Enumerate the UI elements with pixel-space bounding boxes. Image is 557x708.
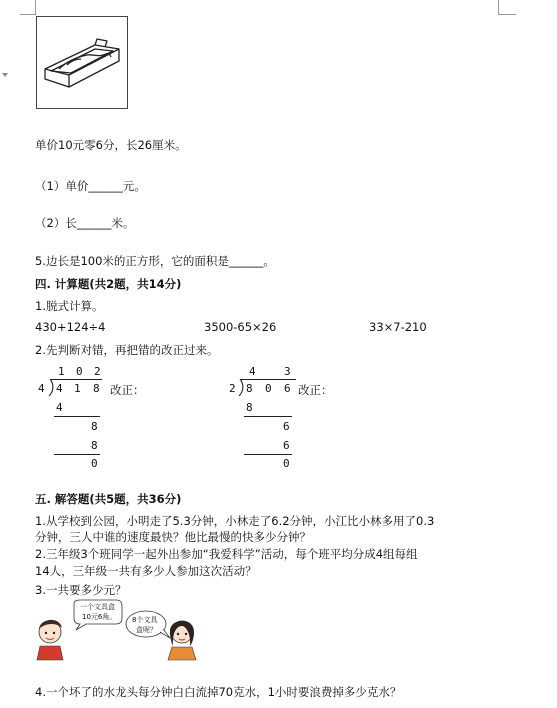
dividend-digit: 0 bbox=[265, 382, 272, 395]
expression-1: 430+124÷4 bbox=[35, 320, 106, 334]
subtraction-line bbox=[244, 454, 292, 455]
boy-speech-line: 10元6角。 bbox=[82, 613, 117, 621]
subtraction-line bbox=[54, 416, 100, 417]
expression-3: 33×7-210 bbox=[369, 320, 427, 334]
girl-speech-line: 8个文具 bbox=[132, 616, 158, 624]
division-remainder: 0 bbox=[283, 457, 290, 470]
dividend-digit: 1 bbox=[74, 382, 81, 395]
boy-speech-line: 一个文具盒 bbox=[80, 603, 115, 611]
quotient-digit: 0 bbox=[76, 365, 83, 378]
problem-2-line-1: 2.三年级3个班同学一起外出参加“我爱科学”活动，每个班平均分成4组每组 bbox=[35, 547, 418, 561]
pencil-box-icon bbox=[37, 17, 126, 107]
section-5-title: 五. 解答题(共5题，共36分) bbox=[35, 492, 182, 506]
divisor: 4 bbox=[38, 382, 45, 395]
item-2: 2.先判断对错，再把错的改正过来。 bbox=[35, 343, 219, 357]
item-1: 1.脱式计算。 bbox=[35, 299, 104, 313]
problem-3-illustration bbox=[36, 598, 206, 664]
divisor: 2 bbox=[229, 382, 236, 395]
quotient-digit: 4 bbox=[249, 365, 256, 378]
pencil-box-image bbox=[36, 16, 128, 109]
division-step: 6 bbox=[283, 420, 290, 433]
question-price: （1）单价______元。 bbox=[35, 179, 146, 193]
subtraction-line bbox=[54, 454, 100, 455]
section-4-title: 四. 计算题(共2题，共14分) bbox=[35, 277, 182, 291]
quotient-digit: 3 bbox=[284, 365, 291, 378]
division-step: 6 bbox=[283, 439, 290, 452]
crop-mark-left-h bbox=[20, 14, 36, 15]
crop-mark-right-h bbox=[498, 14, 516, 15]
margin-marker-icon bbox=[2, 73, 8, 77]
crop-mark-right-v bbox=[498, 0, 499, 14]
division-step: 8 bbox=[246, 401, 253, 414]
dividend-digit: 8 bbox=[93, 382, 100, 395]
question-length: （2）长______米。 bbox=[35, 216, 135, 230]
division-step: 4 bbox=[56, 401, 63, 414]
problem-4: 4.一个坏了的水龙头每分钟白白流掉70克水，1小时要浪费掉多少克水？ bbox=[35, 685, 402, 699]
children-illustration-icon bbox=[36, 598, 206, 664]
question-5: 5.边长是100米的正方形，它的面积是______。 bbox=[35, 254, 275, 268]
subtraction-line bbox=[244, 416, 292, 417]
dividend-digit: 6 bbox=[284, 382, 291, 395]
correction-label: 改正： bbox=[110, 383, 145, 397]
division-step: 8 bbox=[91, 420, 98, 433]
crop-mark-left-v bbox=[35, 0, 36, 14]
division-bar bbox=[240, 379, 296, 380]
problem-2-line-2: 14人，三年级一共有多少人参加这次活动？ bbox=[35, 564, 257, 578]
division-step: 8 bbox=[91, 439, 98, 452]
division-remainder: 0 bbox=[91, 457, 98, 470]
problem-1-line-1: 1.从学校到公园，小明走了5.3分钟，小林走了6.2分钟，小江比小林多用了0.3 bbox=[35, 514, 435, 528]
problem-3: 3.一共要多少元？ bbox=[35, 583, 127, 597]
correction-label: 改正： bbox=[298, 383, 333, 397]
dividend-digit: 4 bbox=[56, 382, 63, 395]
division-bracket-icon bbox=[46, 379, 54, 396]
dividend-digit: 8 bbox=[246, 382, 253, 395]
girl-speech-line: 盒呢？ bbox=[136, 626, 157, 634]
price-length-statement: 单价10元零6分，长26厘米。 bbox=[35, 138, 187, 152]
division-bracket-icon bbox=[236, 379, 244, 396]
expression-2: 3500-65×26 bbox=[204, 320, 277, 334]
problem-1-line-2: 分钟，三人中谁的速度最快？他比最慢的快多少分钟？ bbox=[35, 530, 311, 544]
quotient-digit: 1 bbox=[58, 365, 65, 378]
quotient-digit: 2 bbox=[94, 365, 101, 378]
division-bar bbox=[50, 379, 102, 380]
